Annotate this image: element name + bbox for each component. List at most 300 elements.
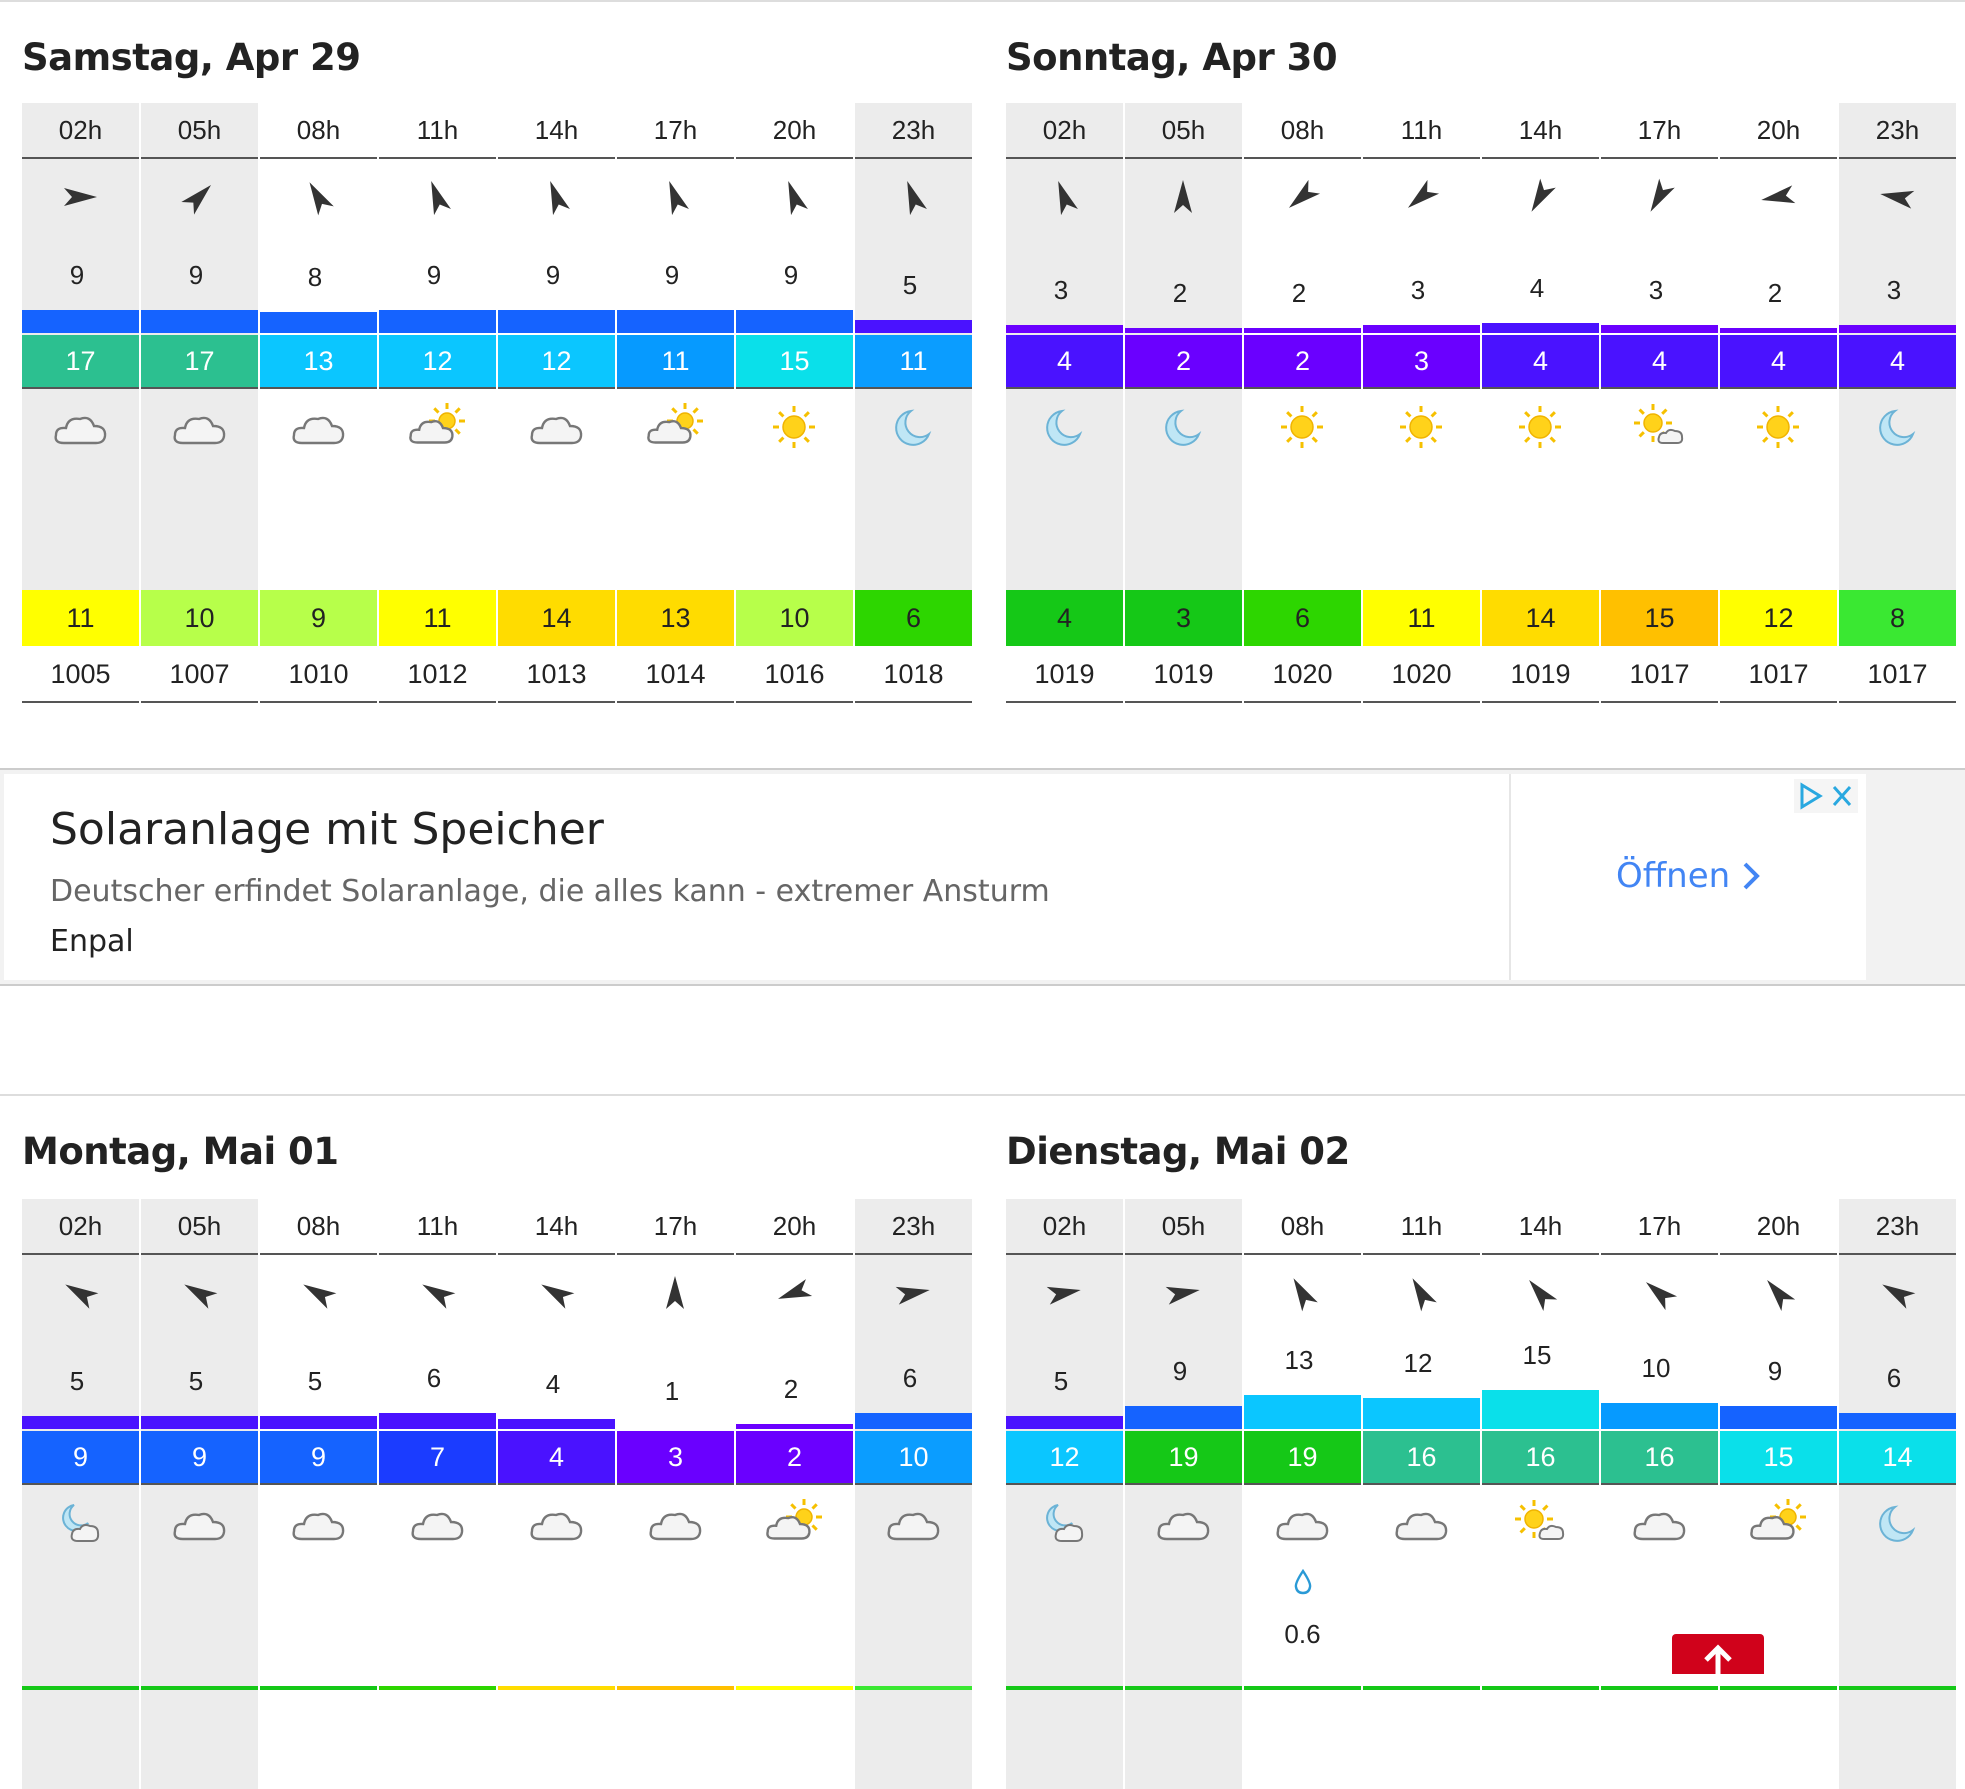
wind-speed: 5 xyxy=(69,1366,85,1396)
moon-cloud-icon xyxy=(1034,1499,1094,1549)
weather-icon-wrap xyxy=(288,403,348,453)
wind-direction xyxy=(498,169,615,229)
hour-label: 08h xyxy=(260,103,377,159)
wind-speed: 5 xyxy=(902,270,918,300)
cloudy-icon xyxy=(169,403,229,453)
cloudy-icon xyxy=(50,403,110,453)
weather-icon-wrap xyxy=(50,403,110,453)
weather-icon-wrap xyxy=(50,1499,110,1549)
hour-column xyxy=(1720,103,1837,703)
weather-icon-wrap xyxy=(526,1499,586,1549)
sunny-cloud-icon xyxy=(1510,1499,1570,1549)
cloudy-icon xyxy=(169,1499,229,1549)
uv-cell: 14 xyxy=(498,590,615,646)
cloudy-icon xyxy=(288,1499,348,1549)
cloudy-icon xyxy=(526,403,586,453)
wind-bar xyxy=(1006,325,1123,333)
temperature-cell: 12 xyxy=(379,335,496,389)
hour-column xyxy=(1006,1199,1123,1789)
wind-bar xyxy=(1720,1406,1837,1429)
wind-direction-icon xyxy=(417,1273,457,1313)
uv-strip xyxy=(855,1686,972,1690)
wind-direction-icon xyxy=(893,177,933,217)
moon-icon xyxy=(1153,403,1213,453)
hour-column xyxy=(1125,103,1242,703)
wind-direction xyxy=(1125,169,1242,229)
weather-icon-wrap xyxy=(764,403,824,453)
wind-direction xyxy=(498,1265,615,1325)
wind-speed: 2 xyxy=(1172,278,1188,308)
wind-speed: 9 xyxy=(69,260,85,290)
uv-strip xyxy=(379,1686,496,1690)
hour-label: 14h xyxy=(498,1199,615,1255)
hour-label: 20h xyxy=(1720,103,1837,159)
hour-column xyxy=(617,1199,734,1789)
wind-direction-icon xyxy=(774,1273,814,1313)
wind-direction xyxy=(379,1265,496,1325)
cloudy-icon xyxy=(407,1499,467,1549)
section-divider xyxy=(0,1094,1965,1096)
uv-cell: 13 xyxy=(617,590,734,646)
wind-direction-icon xyxy=(60,177,100,217)
wind-direction xyxy=(260,1265,377,1325)
hour-column xyxy=(1839,1199,1956,1789)
pressure-cell: 1019 xyxy=(1006,647,1123,703)
hour-label: 14h xyxy=(1482,1199,1599,1255)
wind-bar xyxy=(379,1413,496,1429)
cloudy-icon xyxy=(645,1499,705,1549)
hour-column xyxy=(1482,103,1599,703)
weather-icon-wrap xyxy=(1510,403,1570,453)
cloudy-icon xyxy=(1391,1499,1451,1549)
weather-icon-wrap xyxy=(1272,403,1332,453)
weather-icon-wrap xyxy=(169,403,229,453)
wind-bar xyxy=(617,310,734,333)
pressure-cell: 1013 xyxy=(498,647,615,703)
weather-icon-wrap xyxy=(288,1499,348,1549)
temperature-cell: 13 xyxy=(260,335,377,389)
wind-bar xyxy=(379,310,496,333)
hour-column xyxy=(736,103,853,703)
wind-speed: 2 xyxy=(1767,278,1783,308)
temperature-cell: 4 xyxy=(498,1431,615,1485)
hour-label: 17h xyxy=(617,1199,734,1255)
wind-direction xyxy=(1244,169,1361,229)
pressure-cell: 1010 xyxy=(260,647,377,703)
temperature-cell: 12 xyxy=(1006,1431,1123,1485)
wind-bar xyxy=(1839,1413,1956,1429)
wind-direction-icon xyxy=(1163,177,1203,217)
hour-label: 05h xyxy=(1125,103,1242,159)
uv-cell: 11 xyxy=(379,590,496,646)
hour-column xyxy=(1601,103,1718,703)
weather-icon-wrap xyxy=(764,1499,824,1549)
pressure-cell: 1019 xyxy=(1125,647,1242,703)
uv-cell: 15 xyxy=(1601,590,1718,646)
wind-bar xyxy=(260,312,377,333)
wind-direction xyxy=(1839,169,1956,229)
wind-speed: 12 xyxy=(1403,1348,1433,1378)
advertisement-banner[interactable] xyxy=(0,768,1965,986)
hour-column xyxy=(260,1199,377,1789)
wind-bar xyxy=(1244,1395,1361,1429)
ad-title[interactable]: Solaranlage mit Speicher xyxy=(50,804,604,855)
weather-icon-wrap xyxy=(645,403,705,453)
hour-column xyxy=(855,1199,972,1789)
sunny-icon xyxy=(1510,403,1570,453)
wind-direction-icon xyxy=(1877,1273,1917,1313)
pressure-cell: 1014 xyxy=(617,647,734,703)
uv-cell: 8 xyxy=(1839,590,1956,646)
wind-direction xyxy=(1125,1265,1242,1325)
weather-icon-wrap xyxy=(1867,1499,1927,1549)
temperature-cell: 15 xyxy=(1720,1431,1837,1485)
moon-icon xyxy=(883,403,943,453)
temperature-cell: 3 xyxy=(617,1431,734,1485)
day-title: Samstag, Apr 29 xyxy=(22,36,361,79)
temperature-cell: 16 xyxy=(1482,1431,1599,1485)
wind-speed: 9 xyxy=(426,260,442,290)
wind-bar xyxy=(22,310,139,333)
hour-column xyxy=(1006,103,1123,703)
wind-bar xyxy=(1482,323,1599,333)
wind-speed: 9 xyxy=(664,260,680,290)
wind-speed: 9 xyxy=(1767,1356,1783,1386)
hour-label: 02h xyxy=(1006,1199,1123,1255)
wind-direction-icon xyxy=(179,177,219,217)
moon-icon xyxy=(1867,1499,1927,1549)
pressure-cell: 1017 xyxy=(1839,647,1956,703)
wind-direction xyxy=(260,169,377,229)
wind-direction xyxy=(1244,1265,1361,1325)
hour-column xyxy=(22,1199,139,1789)
uv-strip xyxy=(1006,1686,1123,1690)
ad-open-label: Öffnen xyxy=(1616,856,1731,896)
wind-direction xyxy=(1839,1265,1956,1325)
wind-bar xyxy=(1125,328,1242,333)
uv-cell: 10 xyxy=(736,590,853,646)
wind-speed: 3 xyxy=(1886,275,1902,305)
hour-label: 23h xyxy=(855,103,972,159)
uv-cell: 3 xyxy=(1125,590,1242,646)
weather-icon-wrap xyxy=(1629,403,1689,453)
wind-bar xyxy=(736,1424,853,1429)
hour-label: 05h xyxy=(141,1199,258,1255)
pressure-cell: 1020 xyxy=(1244,647,1361,703)
pressure-cell: 1019 xyxy=(1482,647,1599,703)
wind-bar xyxy=(1244,328,1361,333)
wind-bar xyxy=(1363,1398,1480,1429)
wind-speed: 13 xyxy=(1284,1345,1314,1375)
wind-bar xyxy=(141,1416,258,1429)
weather-icon-wrap xyxy=(1034,403,1094,453)
temperature-cell: 9 xyxy=(260,1431,377,1485)
wind-speed: 5 xyxy=(307,1366,323,1396)
scroll-to-top-button[interactable] xyxy=(1672,1634,1764,1674)
hour-column xyxy=(617,103,734,703)
weather-icon-wrap xyxy=(407,403,467,453)
ad-close-icon[interactable] xyxy=(1794,779,1858,813)
pressure-cell: 1016 xyxy=(736,647,853,703)
weather-icon-wrap xyxy=(169,1499,229,1549)
wind-speed: 9 xyxy=(1172,1356,1188,1386)
temperature-cell: 11 xyxy=(855,335,972,389)
temperature-cell: 19 xyxy=(1244,1431,1361,1485)
wind-speed: 9 xyxy=(188,260,204,290)
chevron-right-icon xyxy=(1741,861,1763,891)
hour-label: 05h xyxy=(141,103,258,159)
wind-speed: 5 xyxy=(188,1366,204,1396)
temperature-cell: 4 xyxy=(1601,335,1718,389)
wind-direction-icon xyxy=(774,177,814,217)
wind-bar xyxy=(736,310,853,333)
hour-label: 11h xyxy=(379,103,496,159)
wind-direction-icon xyxy=(893,1273,933,1313)
hour-label: 02h xyxy=(22,1199,139,1255)
hour-label: 17h xyxy=(1601,1199,1718,1255)
sunny-icon xyxy=(1272,403,1332,453)
day-title: Dienstag, Mai 02 xyxy=(1006,1130,1350,1173)
temperature-cell: 12 xyxy=(498,335,615,389)
wind-direction-icon xyxy=(1758,1273,1798,1313)
wind-direction xyxy=(617,1265,734,1325)
hour-label: 20h xyxy=(736,103,853,159)
partly-sunny-icon xyxy=(645,403,705,453)
wind-direction xyxy=(1720,1265,1837,1325)
wind-direction xyxy=(1363,169,1480,229)
wind-bar xyxy=(498,310,615,333)
hour-label: 14h xyxy=(498,103,615,159)
cloudy-icon xyxy=(1153,1499,1213,1549)
weather-icon-wrap xyxy=(1748,403,1808,453)
wind-bar xyxy=(1363,325,1480,333)
wind-direction xyxy=(736,169,853,229)
hour-label: 11h xyxy=(1363,1199,1480,1255)
wind-speed: 3 xyxy=(1053,275,1069,305)
uv-cell: 12 xyxy=(1720,590,1837,646)
wind-bar xyxy=(22,1416,139,1429)
wind-speed: 10 xyxy=(1641,1353,1671,1383)
temperature-cell: 17 xyxy=(22,335,139,389)
weather-icon-wrap xyxy=(883,1499,943,1549)
wind-direction-icon xyxy=(60,1273,100,1313)
arrow-up-icon xyxy=(1672,1634,1764,1674)
moon-icon xyxy=(1867,403,1927,453)
wind-direction-icon xyxy=(179,1273,219,1313)
hour-column xyxy=(1363,1199,1480,1789)
hour-label: 11h xyxy=(1363,103,1480,159)
temperature-cell: 2 xyxy=(736,1431,853,1485)
wind-bar xyxy=(1601,325,1718,333)
temperature-cell: 3 xyxy=(1363,335,1480,389)
wind-bar xyxy=(855,1413,972,1429)
wind-bar xyxy=(260,1416,377,1429)
wind-speed: 6 xyxy=(426,1363,442,1393)
hour-column xyxy=(1244,103,1361,703)
ad-open-button[interactable] xyxy=(1616,856,1763,896)
temperature-cell: 9 xyxy=(141,1431,258,1485)
ad-subtitle: Deutscher erfindet Solaranlage, die alles kann - extremer Ansturm xyxy=(50,874,1050,909)
weather-icon-wrap xyxy=(526,403,586,453)
wind-direction xyxy=(1720,169,1837,229)
uv-strip xyxy=(1839,1686,1956,1690)
weather-icon-wrap xyxy=(1272,1499,1332,1549)
wind-direction xyxy=(1482,169,1599,229)
hour-column xyxy=(1244,1199,1361,1789)
wind-direction-icon xyxy=(536,1273,576,1313)
hour-column xyxy=(1601,1199,1718,1789)
uv-strip xyxy=(22,1686,139,1690)
weather-icon-wrap xyxy=(1867,403,1927,453)
cloudy-icon xyxy=(883,1499,943,1549)
weather-icon-wrap xyxy=(407,1499,467,1549)
uv-strip xyxy=(141,1686,258,1690)
wind-speed: 4 xyxy=(545,1369,561,1399)
wind-direction-icon xyxy=(1401,1273,1441,1313)
hour-column xyxy=(379,103,496,703)
wind-bar xyxy=(1125,1406,1242,1429)
sunny-icon xyxy=(1748,403,1808,453)
hour-label: 05h xyxy=(1125,1199,1242,1255)
wind-direction-icon xyxy=(298,1273,338,1313)
weather-icon-wrap xyxy=(1034,1499,1094,1549)
temperature-cell: 19 xyxy=(1125,1431,1242,1485)
wind-direction-icon xyxy=(655,1273,695,1313)
wind-bar xyxy=(1601,1403,1718,1429)
cloudy-icon xyxy=(1272,1499,1332,1549)
wind-direction xyxy=(1363,1265,1480,1325)
temperature-cell: 4 xyxy=(1006,335,1123,389)
ad-brand: Enpal xyxy=(50,924,134,959)
hour-label: 20h xyxy=(1720,1199,1837,1255)
wind-bar xyxy=(855,320,972,333)
hour-column xyxy=(1720,1199,1837,1789)
uv-strip xyxy=(260,1686,377,1690)
uv-cell: 6 xyxy=(1244,590,1361,646)
hour-column xyxy=(498,103,615,703)
wind-direction-icon xyxy=(1877,177,1917,217)
wind-speed: 2 xyxy=(1291,278,1307,308)
wind-direction-icon xyxy=(1520,1273,1560,1313)
hour-label: 02h xyxy=(1006,103,1123,159)
moon-cloud-icon xyxy=(50,1499,110,1549)
wind-speed: 6 xyxy=(1886,1363,1902,1393)
hour-column xyxy=(736,1199,853,1789)
wind-bar xyxy=(1720,328,1837,333)
wind-bar xyxy=(1006,1416,1123,1429)
wind-direction xyxy=(1601,1265,1718,1325)
temperature-cell: 11 xyxy=(617,335,734,389)
wind-direction xyxy=(1006,1265,1123,1325)
wind-speed: 3 xyxy=(1648,275,1664,305)
temperature-cell: 7 xyxy=(379,1431,496,1485)
wind-direction xyxy=(1006,169,1123,229)
wind-direction xyxy=(379,169,496,229)
wind-speed: 1 xyxy=(664,1376,680,1406)
wind-direction xyxy=(22,1265,139,1325)
uv-strip xyxy=(1482,1686,1599,1690)
cloudy-icon xyxy=(1629,1499,1689,1549)
pressure-cell: 1007 xyxy=(141,647,258,703)
weather-icon-wrap xyxy=(1391,1499,1451,1549)
pressure-cell: 1017 xyxy=(1601,647,1718,703)
wind-direction-icon xyxy=(1044,1273,1084,1313)
weather-icon-wrap xyxy=(1153,403,1213,453)
pressure-cell: 1012 xyxy=(379,647,496,703)
day-title: Montag, Mai 01 xyxy=(22,1130,339,1173)
temperature-cell: 4 xyxy=(1720,335,1837,389)
hour-column xyxy=(1839,103,1956,703)
temperature-cell: 14 xyxy=(1839,1431,1956,1485)
sunny-icon xyxy=(764,403,824,453)
wind-direction xyxy=(855,169,972,229)
wind-speed: 15 xyxy=(1522,1340,1552,1370)
wind-direction-icon xyxy=(655,177,695,217)
hour-column xyxy=(498,1199,615,1789)
hour-label: 14h xyxy=(1482,103,1599,159)
hour-label: 17h xyxy=(1601,103,1718,159)
sunny-icon xyxy=(1391,403,1451,453)
uv-cell: 9 xyxy=(260,590,377,646)
pressure-cell: 1005 xyxy=(22,647,139,703)
wind-speed: 3 xyxy=(1410,275,1426,305)
cloudy-icon xyxy=(526,1499,586,1549)
temperature-cell: 9 xyxy=(22,1431,139,1485)
temperature-cell: 15 xyxy=(736,335,853,389)
precip-drop xyxy=(1244,1569,1361,1600)
hour-column xyxy=(1125,1199,1242,1789)
sunny-cloud-icon xyxy=(1629,403,1689,453)
hour-label: 08h xyxy=(260,1199,377,1255)
uv-strip xyxy=(1125,1686,1242,1690)
uv-cell: 11 xyxy=(22,590,139,646)
uv-cell: 6 xyxy=(855,590,972,646)
uv-strip xyxy=(1244,1686,1361,1690)
uv-strip xyxy=(1363,1686,1480,1690)
wind-direction xyxy=(141,1265,258,1325)
weather-icon-wrap xyxy=(1510,1499,1570,1549)
hour-column xyxy=(141,1199,258,1789)
hour-label: 23h xyxy=(1839,103,1956,159)
wind-direction-icon xyxy=(1520,177,1560,217)
wind-direction-icon xyxy=(1401,177,1441,217)
hour-label: 20h xyxy=(736,1199,853,1255)
moon-icon xyxy=(1034,403,1094,453)
ad-content[interactable] xyxy=(4,774,1864,980)
wind-speed: 9 xyxy=(783,260,799,290)
hour-label: 23h xyxy=(1839,1199,1956,1255)
wind-direction-icon xyxy=(1758,177,1798,217)
partly-sunny-icon xyxy=(1748,1499,1808,1549)
temperature-cell: 16 xyxy=(1363,1431,1480,1485)
wind-speed: 4 xyxy=(1529,273,1545,303)
temperature-cell: 2 xyxy=(1125,335,1242,389)
hour-label: 17h xyxy=(617,103,734,159)
hour-column xyxy=(1482,1199,1599,1789)
hour-label: 11h xyxy=(379,1199,496,1255)
hour-column xyxy=(379,1199,496,1789)
weather-icon-wrap xyxy=(1153,1499,1213,1549)
weather-icon-wrap xyxy=(883,403,943,453)
wind-direction-icon xyxy=(1282,177,1322,217)
partly-sunny-icon xyxy=(407,403,467,453)
hour-label: 08h xyxy=(1244,1199,1361,1255)
hour-label: 08h xyxy=(1244,103,1361,159)
uv-cell: 4 xyxy=(1006,590,1123,646)
hour-label: 23h xyxy=(855,1199,972,1255)
wind-direction xyxy=(1601,169,1718,229)
hour-column xyxy=(1363,103,1480,703)
